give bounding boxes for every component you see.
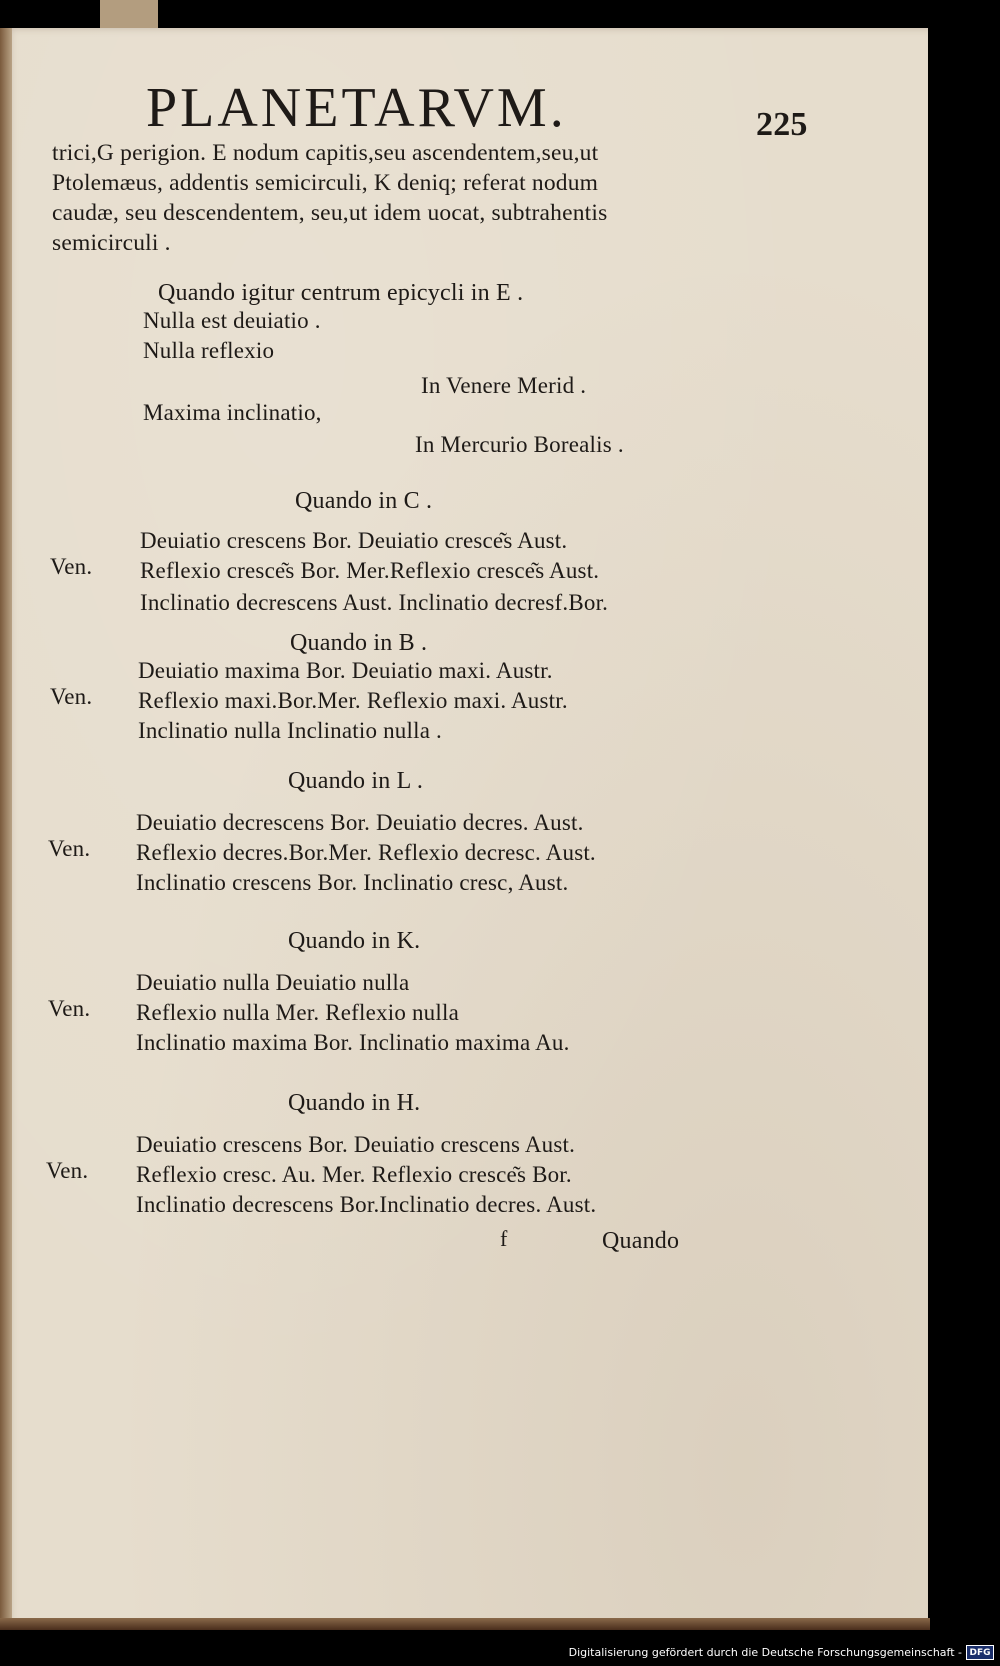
intro-line: trici,G perigion. E nodum capitis,seu ascendentem,seu,ut bbox=[52, 140, 599, 166]
page-number: 225 bbox=[756, 106, 808, 143]
section-heading: Quando in B . bbox=[290, 630, 428, 656]
section-row: Inclinatio decrescens Aust. Inclinatio decresf.Bor. bbox=[140, 590, 609, 615]
section-row: Inclinatio crescens Bor. Inclinatio cresc, Aust. bbox=[136, 870, 569, 895]
section-row: Reflexio maxi.Bor.Mer. Reflexio maxi. Austr. bbox=[138, 688, 568, 713]
venus-side-label: Ven. bbox=[48, 996, 91, 1021]
section-row: Inclinatio maxima Bor. Inclinatio maxima Au. bbox=[136, 1030, 570, 1055]
section-e-line: Nulla reflexio bbox=[143, 338, 275, 363]
intro-line: semicirculi . bbox=[52, 230, 171, 256]
section-row: Reflexio decres.Bor.Mer. Reflexio decresc. Aust. bbox=[136, 840, 596, 865]
section-row: Inclinatio nulla Inclinatio nulla . bbox=[138, 718, 443, 743]
page-bottom-edge bbox=[0, 1618, 930, 1630]
page-spine-edge bbox=[0, 28, 12, 1628]
section-row: Reflexio nulla Mer. Reflexio nulla bbox=[136, 1000, 459, 1025]
signature-mark: f bbox=[500, 1226, 508, 1251]
section-e-venus: In Venere Merid . bbox=[421, 373, 587, 398]
section-e-mercury: In Mercurio Borealis . bbox=[415, 432, 624, 457]
section-e-line: Nulla est deuiatio . bbox=[143, 308, 321, 333]
section-heading: Quando igitur centrum epicycli in E . bbox=[158, 280, 524, 306]
section-row: Inclinatio decrescens Bor.Inclinatio decres. Aust. bbox=[136, 1192, 597, 1217]
intro-line: caudæ, seu descendentem, seu,ut idem uocat, subtrahentis bbox=[52, 200, 608, 226]
credit-text: Digitalisierung gefördert durch die Deutsche Forschungsgemeinschaft - bbox=[568, 1646, 962, 1659]
dfg-logo: DFG bbox=[966, 1645, 994, 1660]
section-row: Reflexio cresc. Au. Mer. Reflexio cresce͂s Bor. bbox=[136, 1162, 572, 1187]
section-row: Deuiatio crescens Bor. Deuiatio cresce͂s Aust. bbox=[140, 528, 568, 553]
venus-side-label: Ven. bbox=[46, 1158, 89, 1183]
intro-line: Ptolemæus, addentis semicirculi, K deniq; referat nodum bbox=[52, 170, 599, 196]
section-row: Deuiatio decrescens Bor. Deuiatio decres. Aust. bbox=[136, 810, 584, 835]
venus-side-label: Ven. bbox=[48, 836, 91, 861]
credit-bar bbox=[0, 1642, 1000, 1666]
venus-side-label: Ven. bbox=[50, 554, 93, 579]
section-e-line: Maxima inclinatio, bbox=[143, 400, 322, 425]
section-heading: Quando in C . bbox=[295, 488, 433, 514]
venus-side-label: Ven. bbox=[50, 684, 93, 709]
section-row: Deuiatio nulla Deuiatio nulla bbox=[136, 970, 410, 995]
catchword: Quando bbox=[602, 1228, 680, 1254]
section-row: Deuiatio crescens Bor. Deuiatio crescens Aust. bbox=[136, 1132, 576, 1157]
section-heading: Quando in K. bbox=[288, 928, 421, 954]
page-tab-edge bbox=[100, 0, 158, 30]
section-heading: Quando in H. bbox=[288, 1090, 421, 1116]
section-heading: Quando in L . bbox=[288, 768, 424, 794]
running-title: PLANETARVM. bbox=[146, 77, 567, 139]
section-row: Deuiatio maxima Bor. Deuiatio maxi. Austr. bbox=[138, 658, 553, 683]
section-row: Reflexio cresce͂s Bor. Mer.Reflexio cresce͂s Aust. bbox=[140, 558, 600, 583]
